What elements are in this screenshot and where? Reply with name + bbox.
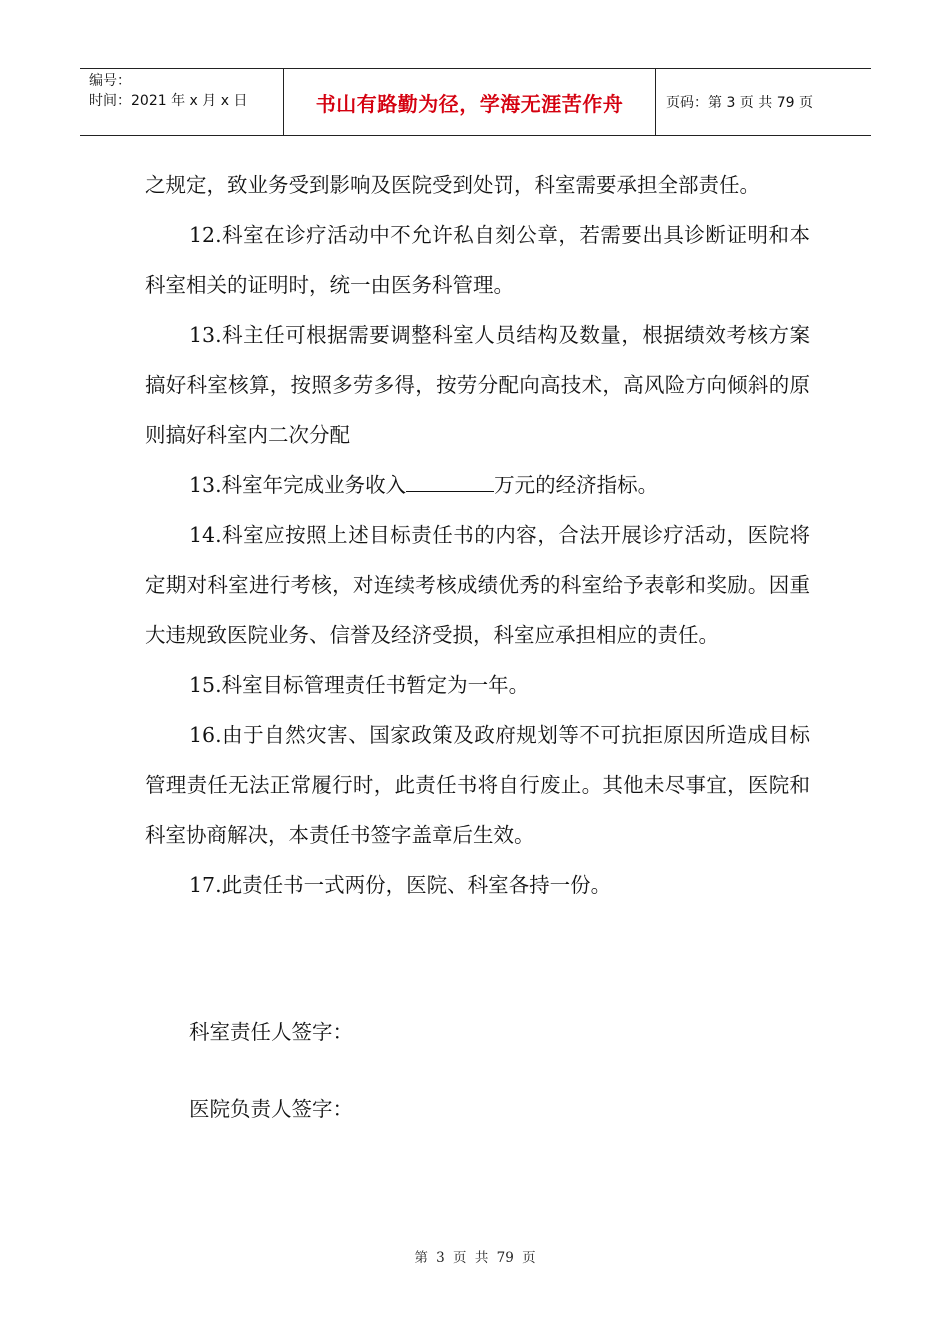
income-blank-field[interactable] <box>406 473 494 492</box>
paragraph-item-12: 12.科室在诊疗活动中不允许私自刻公章，若需要出具诊断证明和本科室相关的证明时，统一由医务科管理。 <box>145 223 810 297</box>
paragraph-item-13b <box>145 460 810 510</box>
document-number-label: 编号： <box>89 73 131 89</box>
header-motto: 书山有路勤为径，学海无涯苦作舟 <box>283 69 656 135</box>
document-body <box>145 160 810 910</box>
paragraph-item-17: 17.此责任书一式两份，医院、科室各持一份。 <box>189 873 612 897</box>
header-meta <box>80 69 283 135</box>
dept-signature-label: 科室责任人签字： <box>189 1020 353 1044</box>
document-date: 时间：2021 年 x 月 x 日 <box>89 93 248 109</box>
income-text-before: 13.科室年完成业务收入 <box>189 473 407 497</box>
header-page-info: 页码：第 3 页 共 79 页 <box>666 95 813 111</box>
hospital-signature-label: 医院负责人签字： <box>189 1097 353 1121</box>
paragraph-item-15: 15.科室目标管理责任书暂定为一年。 <box>189 673 530 697</box>
paragraph-continued: 之规定，致业务受到影响及医院受到处罚，科室需要承担全部责任。 <box>145 173 760 197</box>
page-header <box>80 68 871 136</box>
income-text-after: 万元的经济指标。 <box>494 473 659 497</box>
paragraph-item-14: 14.科室应按照上述目标责任书的内容，合法开展诊疗活动，医院将定期对科室进行考核，对连续考核成绩优秀的科室给予表彰和奖励。因重大违规致医院业务、信誉及经济受损，科室应承担相应的责任。 <box>145 523 810 647</box>
paragraph-item-16: 16.由于自然灾害、国家政策及政府规划等不可抗拒原因所造成目标管理责任无法正常履行时，此责任书将自行废止。其他未尽事宜，医院和科室协商解决，本责任书签字盖章后生效。 <box>145 723 810 847</box>
page-footer: 第 3 页 共 79 页 <box>414 1250 536 1266</box>
paragraph-item-13a: 13.科主任可根据需要调整科室人员结构及数量，根据绩效考核方案搞好科室核算，按照多劳多得，按劳分配向高技术，高风险方向倾斜的原则搞好科室内二次分配 <box>145 323 810 447</box>
